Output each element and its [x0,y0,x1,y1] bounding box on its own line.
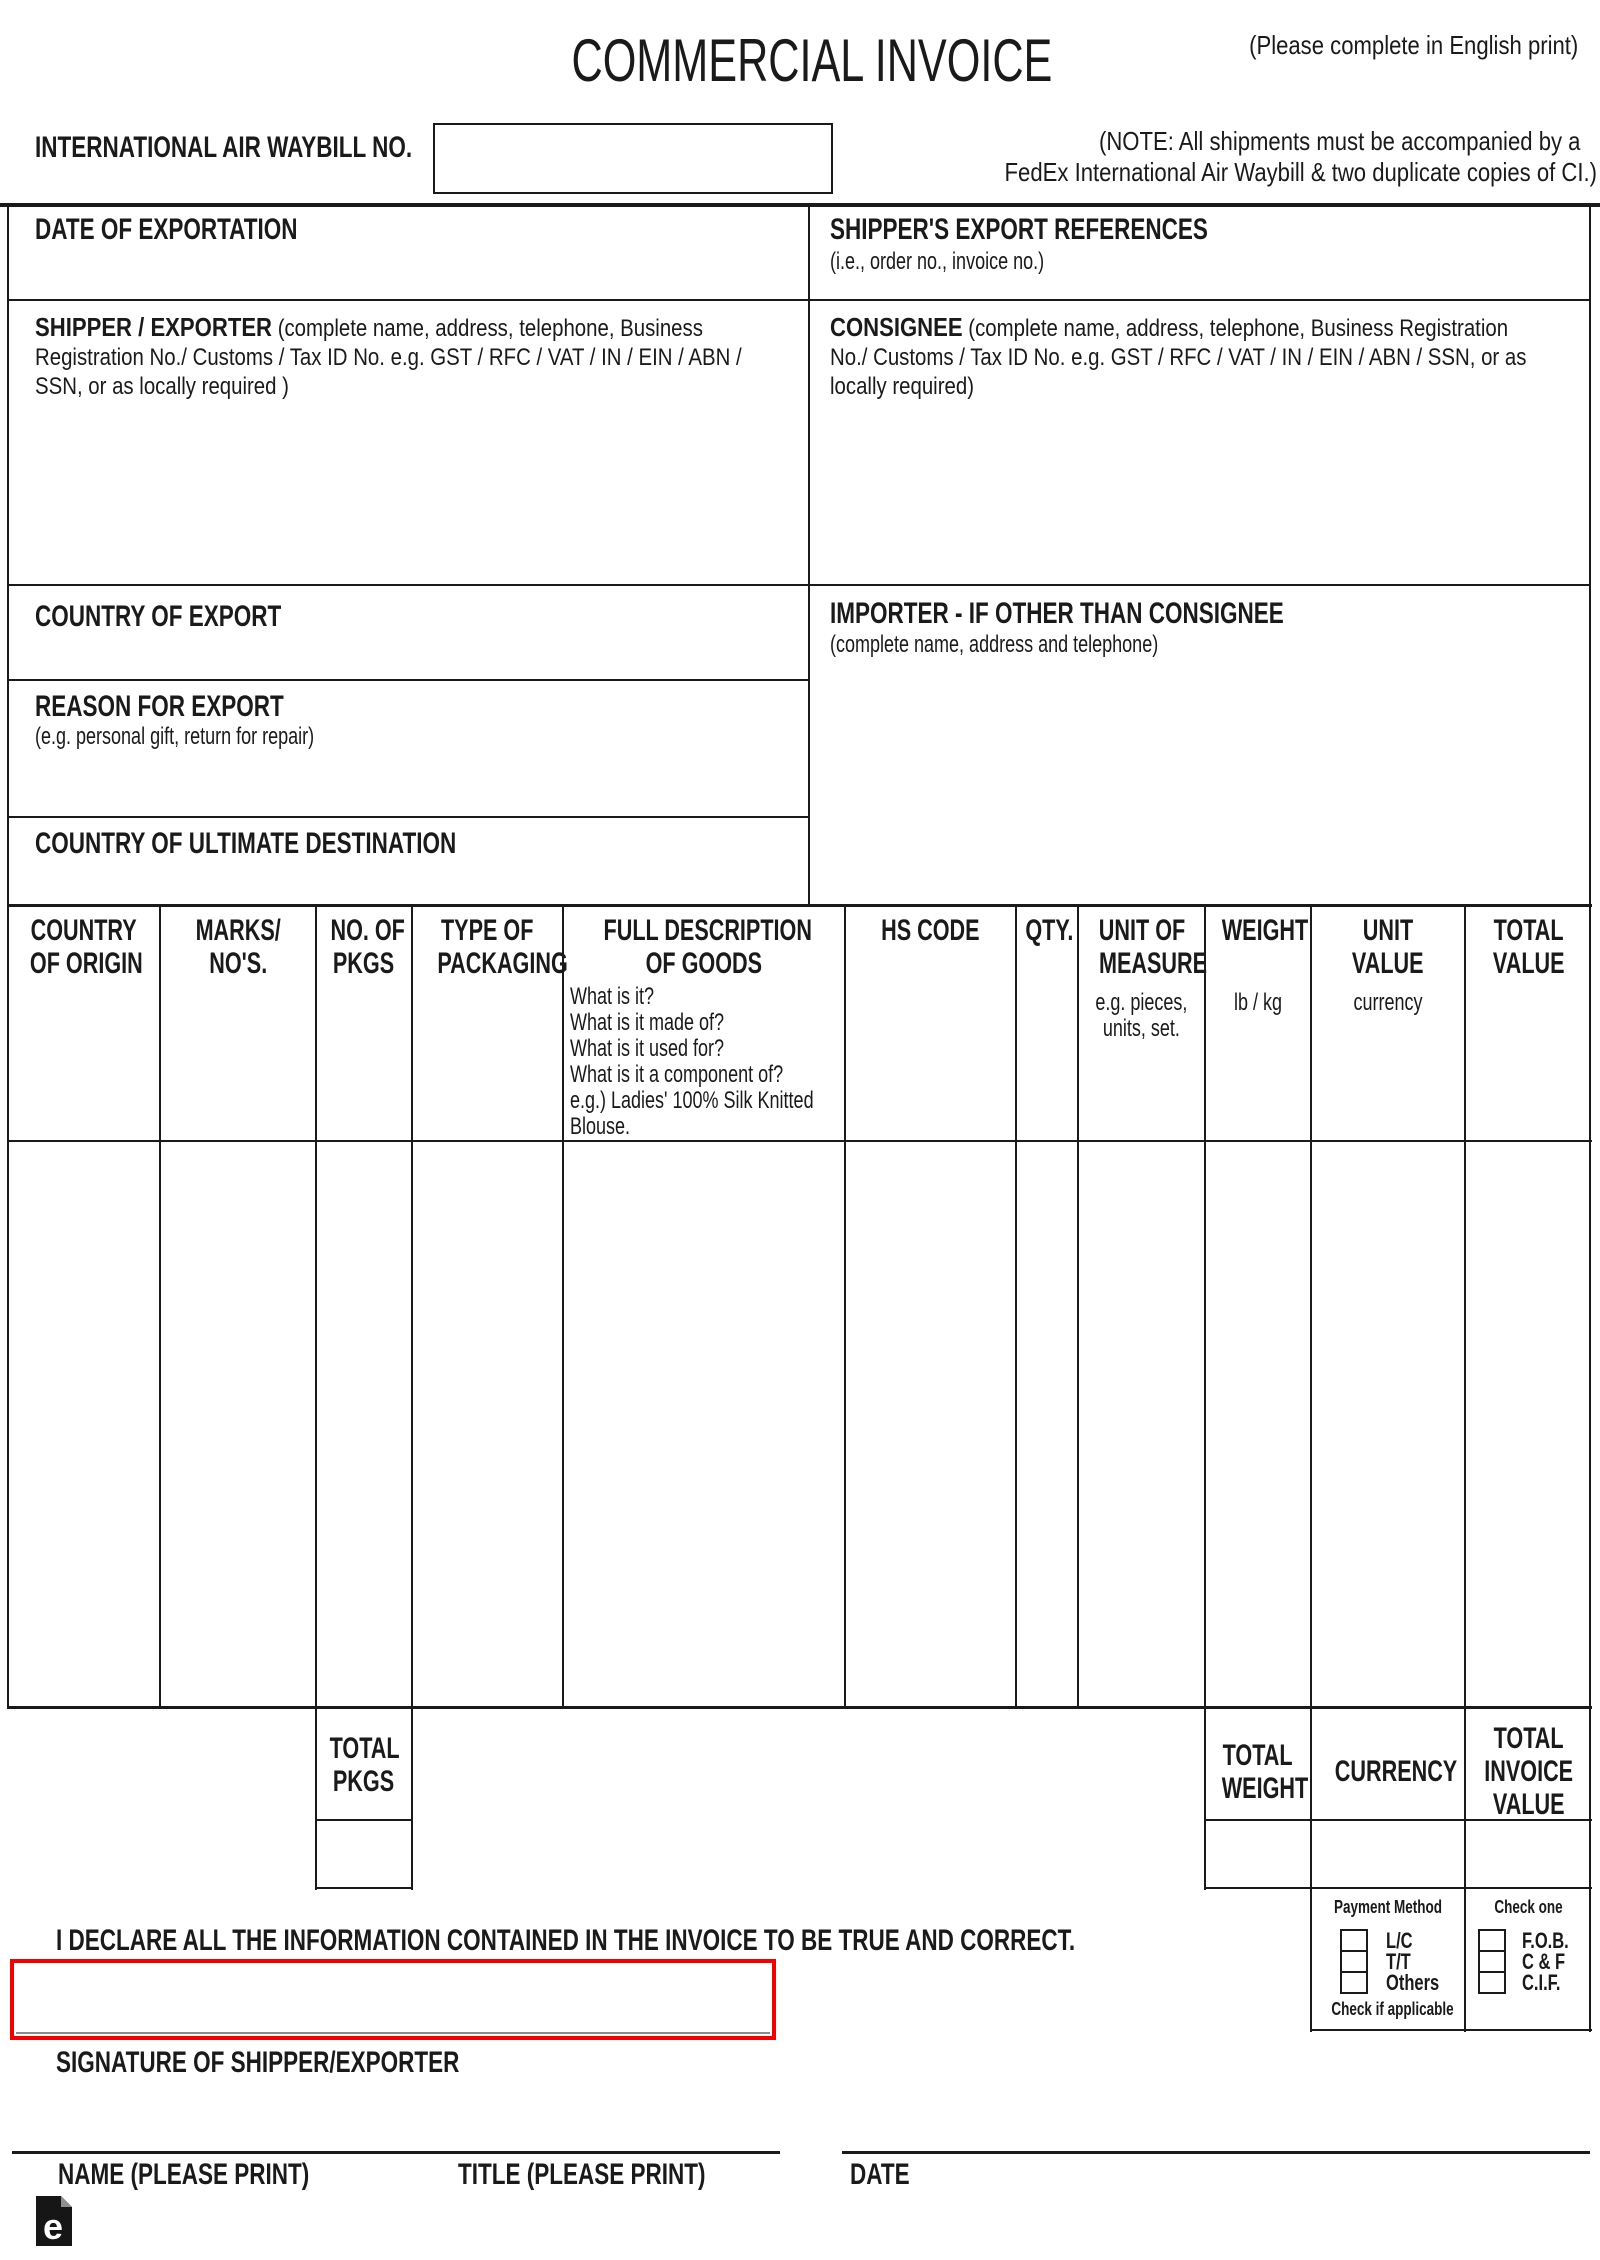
edoc-logo [36,2196,72,2246]
declaration-text: I DECLARE ALL THE INFORMATION CONTAINED IN THE INVOICE TO BE TRUE AND CORRECT. [56,1924,1076,1957]
reason-for-export-label-wrap [35,690,367,723]
consignee-text [830,312,1600,401]
total-invoice-value-input[interactable] [1465,1822,1592,1888]
shipper-exporter-text [35,312,866,401]
page-subtitle-wrap [1178,30,1578,61]
reason-for-export-label: REASON FOR EXPORT [35,690,284,723]
cf-label: C & F [1522,1949,1566,1974]
cif-label-wrap [1522,1971,1573,1994]
title-label-wrap [458,2158,788,2191]
others-label-wrap [1386,1971,1457,1994]
grid-line [1589,206,1591,905]
col-header-marks: MARKS/ NO'S. [195,914,281,980]
name-label: NAME (PLEASE PRINT) [58,2158,310,2191]
title-label: TITLE (PLEASE PRINT) [458,2158,706,2191]
checkbox-others[interactable] [1340,1971,1368,1994]
col-header-no-of-pkgs: NO. OF PKGS [330,914,405,980]
lc-label: L/C [1386,1928,1413,1953]
consignee-line2: No./ Customs / Tax ID No. e.g. GST / RFC / VAT / IN / EIN / ABN / SSN, or as [830,344,1527,371]
grid-line [562,907,564,1708]
unit-value-hint: currency [1353,989,1423,1016]
awb-label: INTERNATIONAL AIR WAYBILL NO. [35,131,413,164]
importer-label-wrap [830,597,1435,630]
grid-line [315,1887,413,1889]
col-header-qty: QTY. [1025,914,1074,947]
country-of-export-label-wrap [35,600,363,633]
page-subtitle: (Please complete in English print) [1248,30,1578,60]
date-label-wrap [850,2158,929,2191]
export-refs-sub-wrap [830,247,1115,276]
grid-line [7,679,810,681]
note-line1: (NOTE: All shipments must be accompanied by a [1098,126,1580,156]
country-of-export-label: COUNTRY OF EXPORT [35,600,282,633]
grid-line [1310,907,1312,1708]
col-header-type-of-packaging: TYPE OF PACKAGING [437,914,568,980]
total-weight-label: TOTAL WEIGHT [1221,1739,1309,1805]
grid-line [808,206,810,905]
grid-line [411,907,413,1708]
signature-date-line [842,2151,1590,2154]
grid-line [159,907,161,1708]
col-header-unit-of-measure: UNIT OF MEASURE [1098,914,1208,980]
grid-line [7,584,1591,586]
grid-line [1464,907,1466,1708]
total-invoice-value-label: TOTAL INVOICE VALUE [1484,1722,1573,1821]
fob-label: F.O.B. [1522,1928,1569,1953]
importer-label: IMPORTER - IF OTHER THAN CONSIGNEE [830,597,1284,630]
grid-line [7,816,810,818]
col-header-unit-value: UNIT VALUE [1352,914,1424,980]
shipper-line3: SSN, or as locally required ) [35,373,289,400]
signature-label-wrap [56,2046,594,2079]
date-field[interactable] [842,2095,1590,2151]
air-waybill-input[interactable] [433,123,833,194]
grid-line [1310,2029,1592,2031]
col-header-hs-code: HS CODE [881,914,980,947]
grid-line [7,904,9,1708]
total-pkgs-label: TOTAL PKGS [329,1732,400,1798]
currency-label: CURRENCY [1334,1755,1458,1788]
check-one-title-wrap [1465,1897,1592,1917]
cif-label: C.I.F. [1522,1970,1561,1995]
page-title-wrap [412,27,1212,94]
signature-label: SIGNATURE OF SHIPPER/EXPORTER [56,2046,460,2079]
shipper-line1: (complete name, address, telephone, Business [277,315,703,342]
check-one-title: Check one [1494,1897,1563,1917]
signature-box[interactable] [10,1959,776,2040]
export-refs-label: SHIPPER'S EXPORT REFERENCES [830,213,1208,246]
shipper-line2: Registration No./ Customs / Tax ID No. e.g. GST / RFC / VAT / IN / EIN / ABN / [35,344,742,371]
total-weight-input[interactable] [1205,1822,1311,1888]
grid-line [315,1819,413,1821]
importer-sub: (complete name, address and telephone) [830,631,1159,658]
consignee-line3: locally required) [830,373,974,400]
consignee-line1: (complete name, address, telephone, Business Registration [968,315,1509,342]
note-line2: FedEx International Air Waybill & two duplicate copies of CI.) [1004,157,1598,187]
note-text [900,126,1598,188]
checkbox-cif[interactable] [1478,1971,1506,1994]
date-of-exportation-label-wrap [35,213,385,246]
weight-hint: lb / kg [1233,989,1283,1016]
currency-input[interactable] [1311,1822,1465,1888]
grid-line [0,203,1600,207]
name-label-wrap [58,2158,393,2191]
col-header-country-of-origin: COUNTRY OF ORIGIN [29,914,143,980]
signature-name-line [12,2151,780,2154]
country-of-destination-label: COUNTRY OF ULTIMATE DESTINATION [35,827,457,860]
shipper-label: SHIPPER / EXPORTER [35,312,273,342]
grid-line [1015,907,1017,1708]
grid-line [1589,904,1591,1708]
country-of-destination-label-wrap [35,827,597,860]
payment-method-title: Payment Method [1333,1897,1443,1917]
check-if-applicable-wrap [1311,1999,1465,2019]
date-of-exportation-label: DATE OF EXPORTATION [35,213,298,246]
total-pkgs-input[interactable] [316,1822,412,1888]
consignee-label: CONSIGNEE [830,312,963,342]
grid-line [7,904,1592,907]
name-field[interactable] [12,2095,450,2151]
checkbox-fob[interactable] [1478,1929,1506,1952]
reason-sub: (e.g. personal gift, return for repair) [35,723,315,750]
goods-table-body[interactable] [8,1143,1592,1706]
description-hints: What is it? What is it made of? What is it used for? What is it a component of? e.g.) Ladies' 100% Silk Knitted Blouse. [570,983,814,1140]
others-label: Others [1386,1970,1440,1995]
grid-line [7,1140,1592,1142]
importer-sub-wrap [830,630,1268,659]
unit-of-measure-hint: e.g. pieces, units, set. [1095,989,1188,1042]
payment-method-title-wrap [1311,1897,1465,1917]
export-refs-sub: (i.e., order no., invoice no.) [830,248,1045,275]
grid-line [7,206,9,905]
col-header-description: FULL DESCRIPTION OF GOODS [603,914,812,980]
col-header-weight: WEIGHT [1221,914,1309,947]
export-refs-label-wrap [830,213,1334,246]
check-if-applicable-label: Check if applicable [1331,1999,1454,2019]
grid-line [16,2032,770,2034]
title-field[interactable] [450,2095,780,2151]
col-header-total-value: TOTAL VALUE [1492,914,1565,980]
grid-line [1204,1887,1592,1889]
checkbox-cf[interactable] [1478,1950,1506,1973]
grid-line [315,907,317,1708]
grid-line [7,1706,1592,1709]
reason-sub-wrap [35,722,407,751]
date-label: DATE [850,2158,910,2191]
page-title: COMMERCIAL INVOICE [571,27,1053,94]
declaration-wrap [56,1924,1415,1957]
tt-label: T/T [1386,1949,1411,1974]
grid-line [7,299,1591,301]
svg-text:e: e [42,2206,64,2246]
